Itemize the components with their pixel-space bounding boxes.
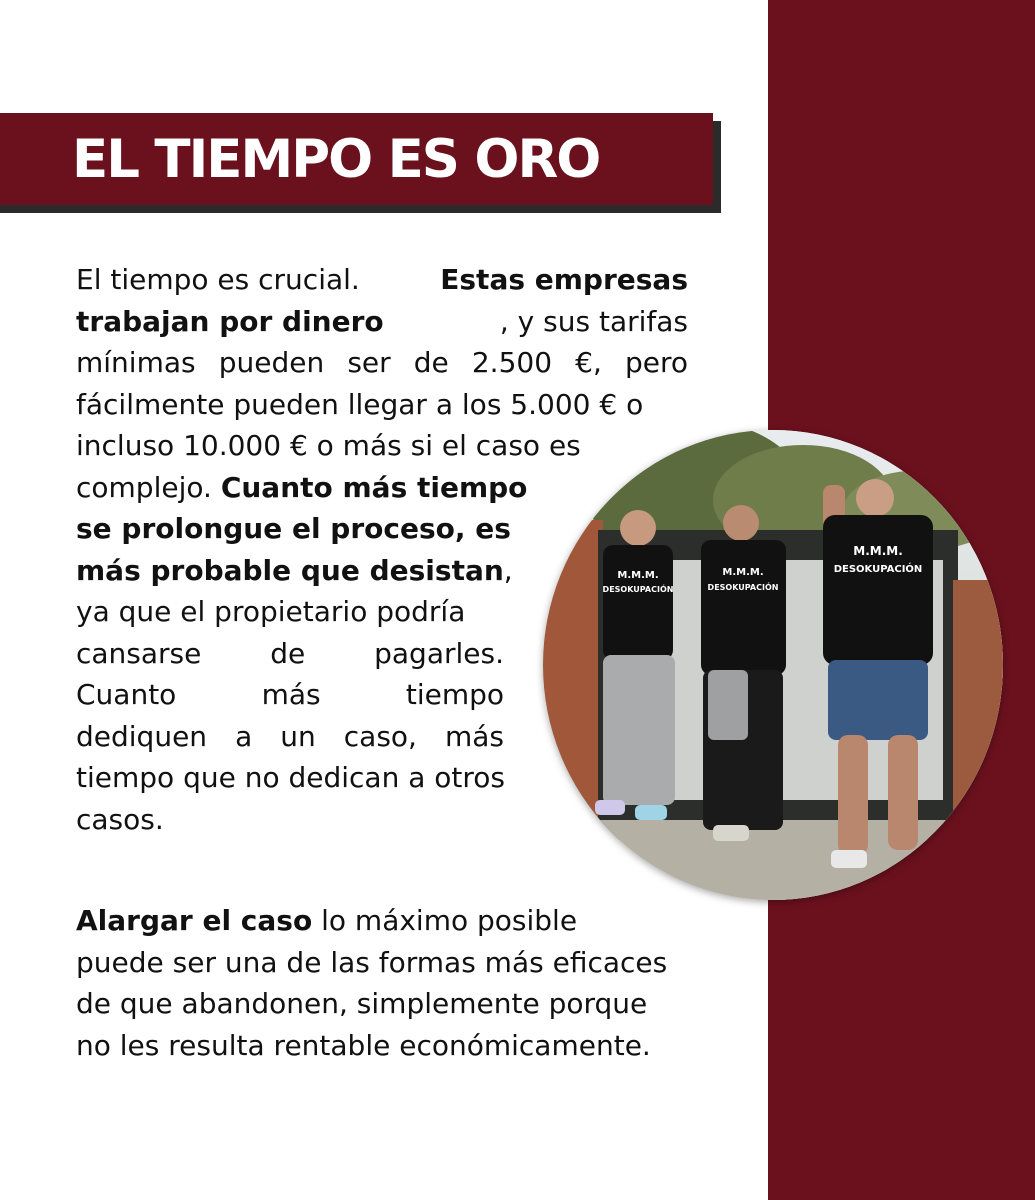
p1-line-14: casos. bbox=[76, 802, 164, 836]
p1-line-11: Cuanto más tiempo bbox=[76, 678, 504, 711]
person-2 bbox=[701, 505, 786, 841]
p2-line-3: de que abandonen, simplemente porque bbox=[76, 987, 648, 1020]
p1-line-5: incluso 10.000 € o más si el caso es bbox=[76, 429, 581, 462]
p1-line-4: fácilmente pueden llegar a los 5.000 € o bbox=[76, 387, 644, 421]
person-1 bbox=[595, 510, 675, 820]
p1-line-8: más probable que desistan, bbox=[76, 553, 513, 587]
svg-text:DESOKUPACIÓN: DESOKUPACIÓN bbox=[602, 585, 674, 594]
p1-line-9: ya que el propietario podría bbox=[76, 595, 466, 628]
p2-line-4: no les resulta rentable económicamente. bbox=[76, 1028, 651, 1062]
svg-text:M.M.M.: M.M.M. bbox=[853, 544, 903, 558]
svg-text:DESOKUPACIÓN: DESOKUPACIÓN bbox=[707, 583, 779, 592]
photo-circle bbox=[543, 430, 1003, 900]
paragraph-2 bbox=[76, 900, 688, 1066]
title-banner bbox=[0, 113, 713, 205]
svg-text:M.M.M.: M.M.M. bbox=[617, 570, 659, 581]
p2-line-2: puede ser una de las formas más eficaces bbox=[76, 945, 668, 979]
p1-line-3: mínimas pueden ser de 2.500 €, pero bbox=[76, 346, 688, 379]
p1-line-2: trabajan por dinero , y sus tarifas bbox=[76, 304, 688, 338]
p1-line-7: se prolongue el proceso, es bbox=[76, 512, 511, 545]
photo-illustration bbox=[543, 430, 1003, 900]
page-title: EL TIEMPO ES ORO bbox=[72, 128, 600, 190]
p1-line-13: tiempo que no dedican a otros bbox=[76, 761, 506, 794]
svg-text:M.M.M.: M.M.M. bbox=[722, 567, 764, 578]
p1-line-6: complejo. Cuanto más tiempo bbox=[76, 470, 528, 504]
p1-line-10: cansarse de pagarles. bbox=[76, 636, 504, 670]
p1-line-12: dediquen a un caso, más bbox=[76, 719, 504, 753]
p1-line-1: El tiempo es crucial. Estas empresas bbox=[76, 263, 688, 296]
p2-line-1: Alargar el caso lo máximo posible bbox=[76, 904, 578, 937]
svg-text:DESOKUPACIÓN: DESOKUPACIÓN bbox=[833, 564, 923, 575]
